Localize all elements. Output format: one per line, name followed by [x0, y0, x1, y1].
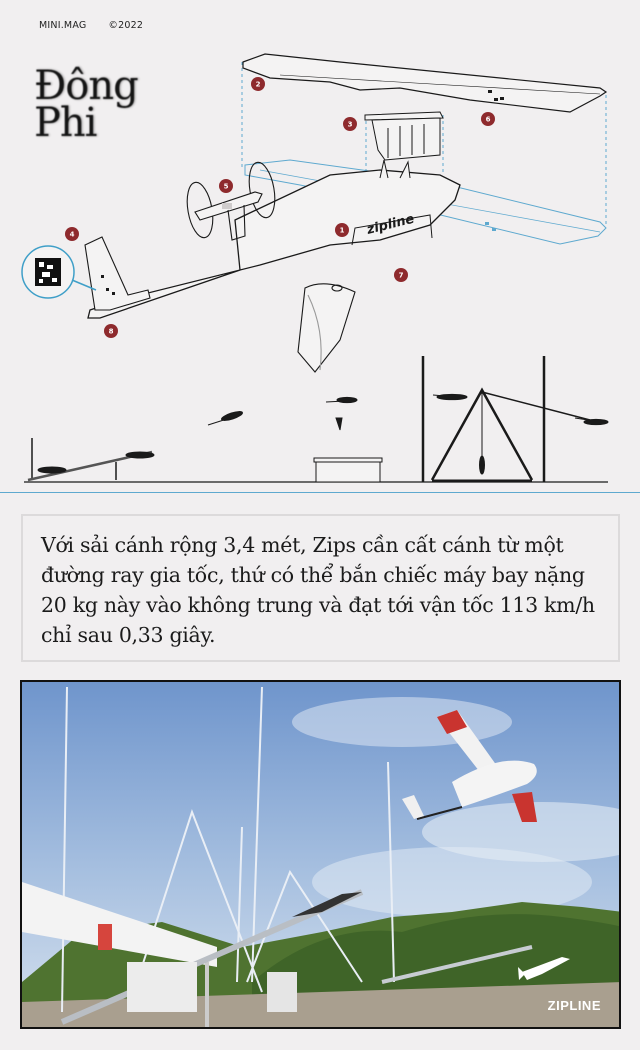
copyright-label: ©2022 — [108, 20, 144, 31]
svg-text:4: 4 — [69, 230, 75, 239]
qr-marker-callout — [22, 246, 96, 298]
zipline-watermark: ZIPLINE — [547, 998, 601, 1013]
svg-text:2: 2 — [255, 80, 261, 89]
svg-text:7: 7 — [398, 271, 404, 280]
section-divider — [0, 492, 640, 493]
svg-text:8: 8 — [108, 327, 114, 336]
caption-text: Với sải cánh rộng 3,4 mét, Zips cần cất cánh từ một đường ray gia tốc, thứ có thể bắn chiếc máy bay nặng 20 kg này vào không trung và đạt tới vận tốc 113 km/h chỉ sau 0,33 giây. — [41, 533, 595, 647]
ground-scene — [24, 356, 608, 482]
launch-photo — [20, 680, 621, 1029]
title-line-2: Phi — [34, 100, 97, 146]
svg-text:6: 6 — [485, 115, 491, 124]
svg-text:1: 1 — [339, 226, 345, 235]
tail-fin — [85, 237, 150, 310]
wing-top — [243, 54, 606, 112]
title-line-1: Đông — [34, 63, 138, 109]
fuselage-logo: zipline — [365, 211, 416, 238]
svg-text:5: 5 — [223, 182, 229, 191]
brand-label: MINI.MAG — [39, 20, 87, 31]
exploded-drone-diagram — [0, 0, 640, 495]
payload-box — [365, 112, 443, 160]
svg-text:3: 3 — [347, 120, 353, 129]
parachute — [298, 284, 355, 372]
photo-scene — [22, 682, 621, 1029]
caption-box — [21, 514, 620, 662]
